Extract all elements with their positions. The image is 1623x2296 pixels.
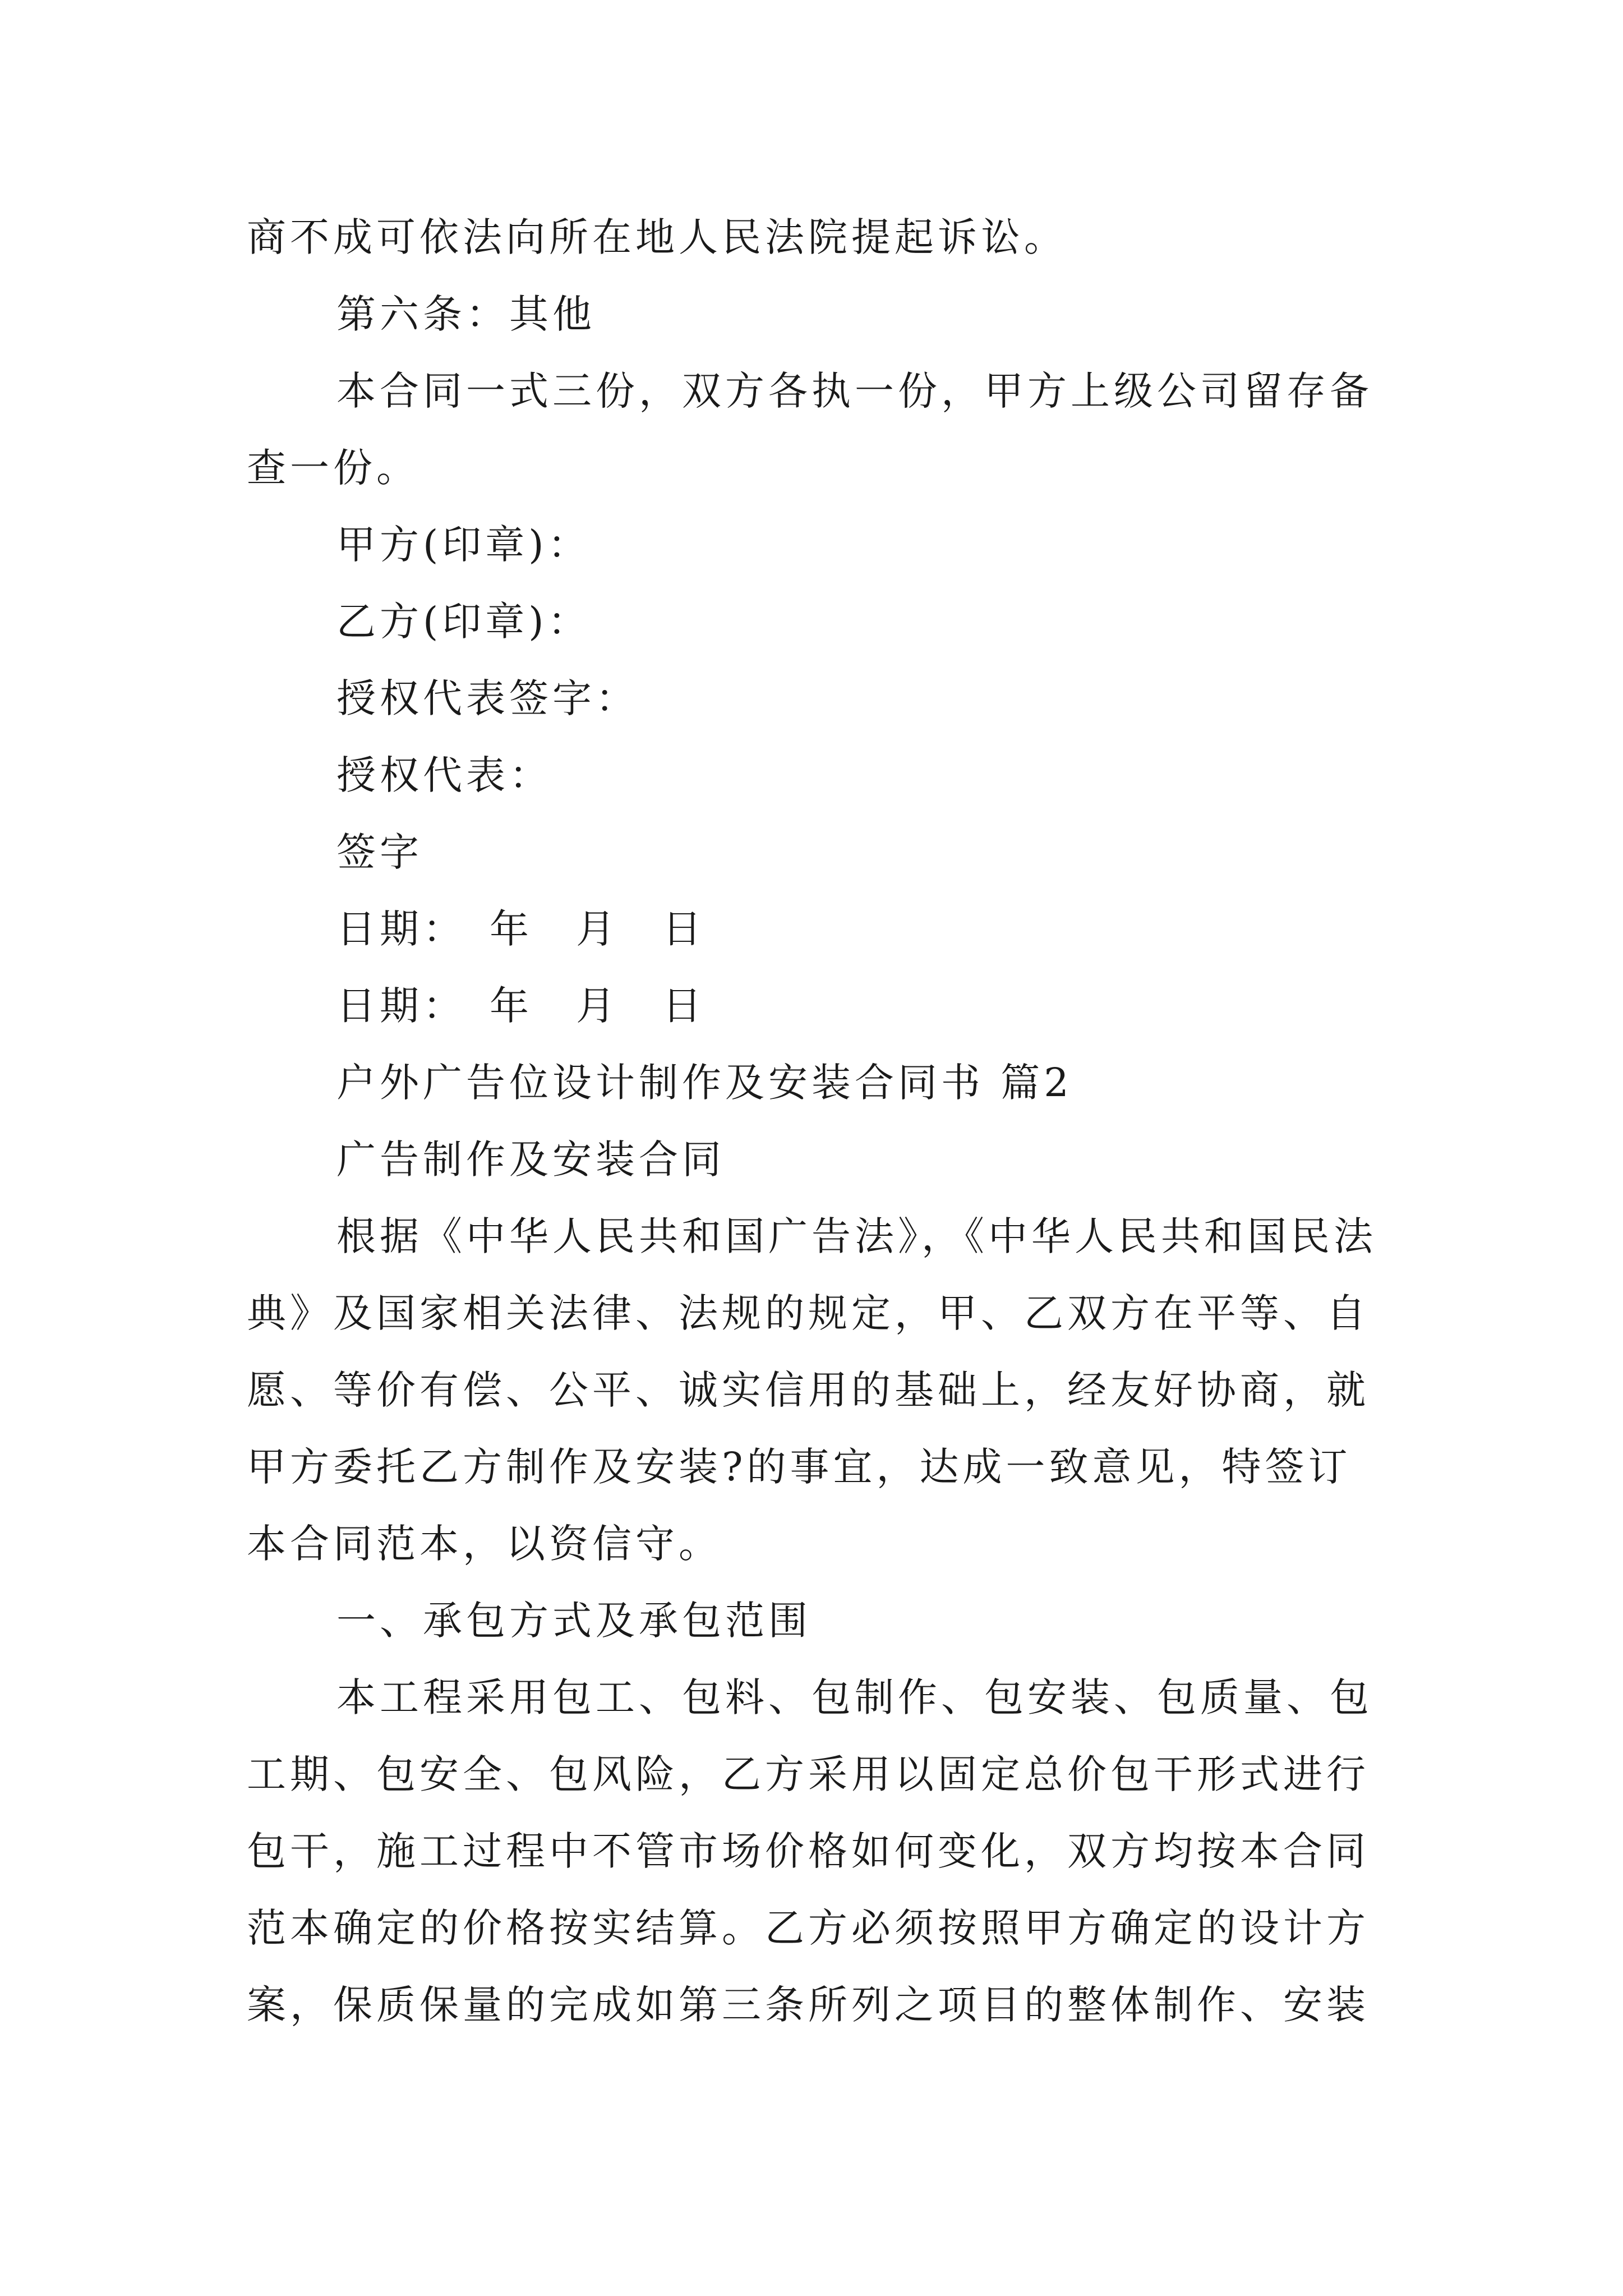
party-a-seal-line: 甲方(印章)： xyxy=(336,522,591,568)
date-line: 日期： 年 月 日 xyxy=(336,906,706,952)
paragraph-line: 范本确定的价格按实结算。乙方必须按照甲方确定的设计方 xyxy=(247,1905,1370,1951)
authorized-representative-line: 授权代表： xyxy=(336,752,552,798)
party-b-seal-line: 乙方(印章)： xyxy=(336,599,591,645)
clause-heading: 一、承包方式及承包范围 xyxy=(336,1598,811,1644)
paragraph-line: 工期、包安全、包风险，乙方采用以固定总价包干形式进行 xyxy=(247,1751,1370,1797)
document-body xyxy=(247,199,1396,2044)
paragraph-line: 本合同一式三份，双方各执一份，甲方上级公司留存备 xyxy=(336,368,1373,414)
paragraph-line: 典》及国家相关法律、法规的规定，甲、乙双方在平等、自 xyxy=(247,1290,1370,1336)
paragraph-line: 愿、等价有偿、公平、诚实信用的基础上，经友好协商，就 xyxy=(247,1367,1370,1413)
signature-line: 签字 xyxy=(336,829,423,875)
date-line: 日期： 年 月 日 xyxy=(336,983,706,1029)
paragraph-line: 包干，施工过程中不管市场价格如何变化，双方均按本合同 xyxy=(247,1828,1370,1874)
contract-title: 广告制作及安装合同 xyxy=(336,1137,725,1182)
section-title: 户外广告位设计制作及安装合同书 篇2 xyxy=(336,1060,1073,1106)
paragraph-line: 根据《中华人民共和国广告法》，《中华人民共和国民法 xyxy=(336,1213,1377,1259)
paragraph-line: 本合同范本，以资信守。 xyxy=(247,1521,722,1567)
paragraph-line: 甲方委托乙方制作及安装?的事宜，达成一致意见，特签订 xyxy=(247,1444,1352,1490)
article-heading: 第六条：其他 xyxy=(336,291,596,337)
paragraph-line: 查一份。 xyxy=(247,445,419,491)
authorized-signature-line: 授权代表签字： xyxy=(336,675,639,721)
paragraph-line: 商不成可依法向所在地人民法院提起诉讼。 xyxy=(247,214,1067,260)
paragraph-line: 案，保质保量的完成如第三条所列之项目的整体制作、安装 xyxy=(247,1982,1370,2028)
paragraph-line: 本工程采用包工、包料、包制作、包安装、包质量、包 xyxy=(336,1674,1373,1720)
